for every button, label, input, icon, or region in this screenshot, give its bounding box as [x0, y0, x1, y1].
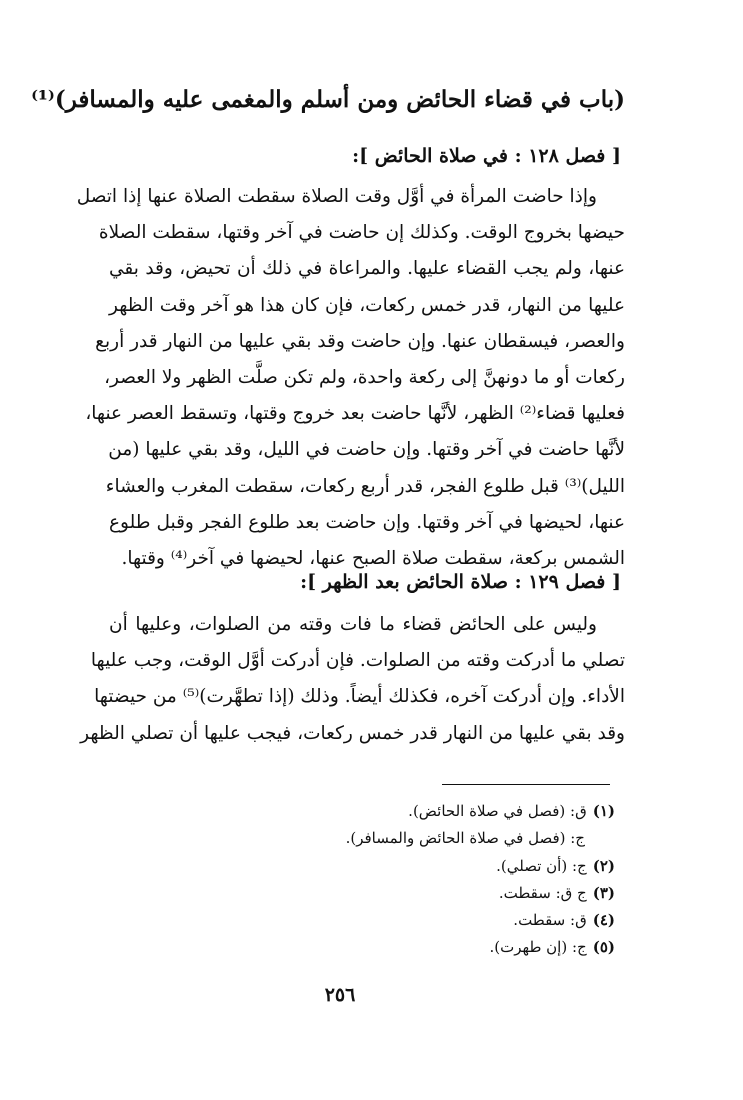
body-line: الليل)⁽³⁾ قبل طلوع الفجر، قدر أربع ركعات، سقطت المغرب والعشاء — [105, 475, 625, 497]
body-line: وليس على الحائض قضاء ما فات وقته من الصلوات، وعليها أن — [109, 614, 597, 635]
body-line: عليها من النهار، قدر خمس ركعات، فإن كان هذا هو آخر وقت الظهر — [109, 294, 625, 316]
body-line: عنها، لحيضها في آخر وقتها. وإن حاضت بعد طلوع الفجر وقبل طلوع — [109, 511, 625, 533]
body-line: عنها، ولم يجب القضاء عليها. والمراعاة في ذلك أن تحيض، وقد بقي — [109, 258, 625, 280]
footnotes-list — [115, 798, 615, 962]
section-128-body — [76, 179, 625, 577]
body-line: تصلي ما أدركت وقته من الصلوات. فإن أدركت أوَّل الوقت، وجب عليها — [90, 650, 625, 672]
footnote-1-continuation — [115, 825, 615, 852]
footnote-number: (٤) — [592, 911, 615, 930]
body-line: وقد بقي عليها من النهار قدر خمس ركعات، فيجب عليها أن تصلي الظهر — [80, 722, 625, 744]
footnote-3 — [115, 880, 615, 907]
footnote-text: ج: (أن تصلي). — [496, 856, 587, 875]
footnote-text: ق: سقطت. — [513, 911, 587, 930]
chapter-title: (باب في قضاء الحائض ومن أسلم والمغمى عليه والمسافر)⁽¹⁾ — [31, 86, 625, 113]
footnote-divider — [442, 784, 610, 785]
footnote-number: (١) — [592, 802, 615, 820]
footnote-4 — [115, 907, 615, 934]
section-heading-128: [ فصل ١٢٨ : في صلاة الحائض ]: — [352, 145, 621, 167]
page-number: ٢٥٦ — [324, 984, 356, 1006]
footnote-text: ج: (إن طهرت). — [489, 938, 587, 957]
footnote-number: (٣) — [592, 883, 615, 902]
body-line: والعصر، فيسقطان عنها. وإن حاضت وقد بقي عليها من النهار قدر أربع — [95, 330, 625, 352]
footnote-text: ج ق: سقطت. — [498, 883, 587, 902]
body-line: حيضها بخروج الوقت. وكذلك إن حاضت في آخر وقتها، سقطت الصلاة — [98, 222, 625, 244]
body-line: ركعات أو ما دونهنَّ إلى ركعة واحدة، ولم تكن صلَّت الظهر ولا العصر، — [104, 366, 625, 388]
footnote-2 — [115, 853, 615, 880]
footnote-1 — [115, 798, 615, 825]
body-line: الشمس بركعة، سقطت صلاة الصبح عنها، لحيضها في آخر⁽⁴⁾ وقتها. — [121, 547, 625, 569]
footnote-text: ج: (فصل في صلاة الحائض والمسافر). — [345, 829, 585, 848]
body-line: الأداء. وإن أدركت آخره، فكذلك أيضاً. وذلك (إذا تطهَّرت)⁽⁵⁾ من حيضتها — [94, 686, 625, 708]
footnote-text: ق: (فصل في صلاة الحائض). — [408, 802, 587, 820]
section-heading-129: [ فصل ١٢٩ : صلاة الحائض بعد الظهر ]: — [300, 571, 621, 593]
footnote-5 — [115, 934, 615, 961]
body-line: وإذا حاضت المرأة في أوَّل وقت الصلاة سقطت الصلاة عنها إذا اتصل — [76, 186, 597, 207]
body-line: لأنَّها حاضت في آخر وقتها. وإن حاضت في الليل، وقد بقي عليها (من — [108, 439, 625, 461]
section-129-body — [80, 607, 625, 752]
body-line: فعليها قضاء⁽²⁾ الظهر، لأنَّها حاضت بعد خروج وقتها، وتسقط العصر عنها، — [85, 403, 625, 425]
footnote-number: (٥) — [592, 938, 615, 957]
footnote-number: (٢) — [592, 856, 615, 875]
